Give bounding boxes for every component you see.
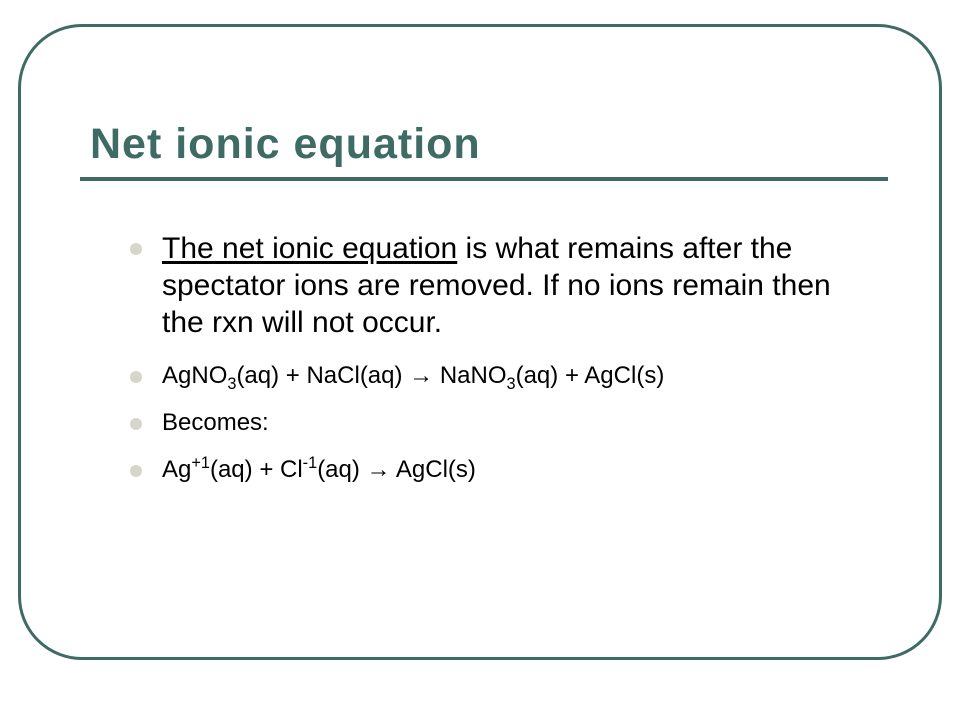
equation-net-superscript1: +1 bbox=[191, 454, 210, 472]
bullet-dot-icon bbox=[130, 465, 142, 477]
equation-net-part1: Ag bbox=[162, 456, 192, 483]
bullet-dot-icon bbox=[130, 371, 142, 383]
equation-full-part1: AgNO bbox=[162, 362, 228, 389]
equation-net-superscript2: -1 bbox=[302, 454, 318, 472]
slide-title: Net ionic equation bbox=[90, 120, 481, 168]
bullet-becomes bbox=[130, 408, 870, 438]
equation-net-part3: (aq) → AgCl(s) bbox=[317, 456, 476, 483]
equation-full-subscript1: 3 bbox=[227, 374, 237, 393]
bullet-dot-icon bbox=[130, 418, 142, 430]
equation-full-part3: (aq) + AgCl(s) bbox=[515, 362, 665, 389]
equation-full-part2: (aq) + NaCl(aq) → NaNO bbox=[236, 362, 507, 389]
bullet-dot-icon bbox=[130, 243, 142, 255]
bullet-full-equation bbox=[130, 361, 870, 391]
equation-full-subscript2: 3 bbox=[506, 374, 516, 393]
bullet-definition bbox=[130, 230, 870, 341]
becomes-text: Becomes: bbox=[162, 409, 269, 436]
bullet-list bbox=[130, 230, 870, 502]
definition-term: The net ionic equation bbox=[162, 232, 458, 265]
definition-text: is what remains after the spectator ions are removed. If no ions remain then the rxn will not occur. bbox=[162, 232, 831, 339]
bullet-net-equation bbox=[130, 455, 870, 485]
title-underline bbox=[80, 177, 888, 181]
equation-net-part2: (aq) + Cl bbox=[209, 456, 303, 483]
